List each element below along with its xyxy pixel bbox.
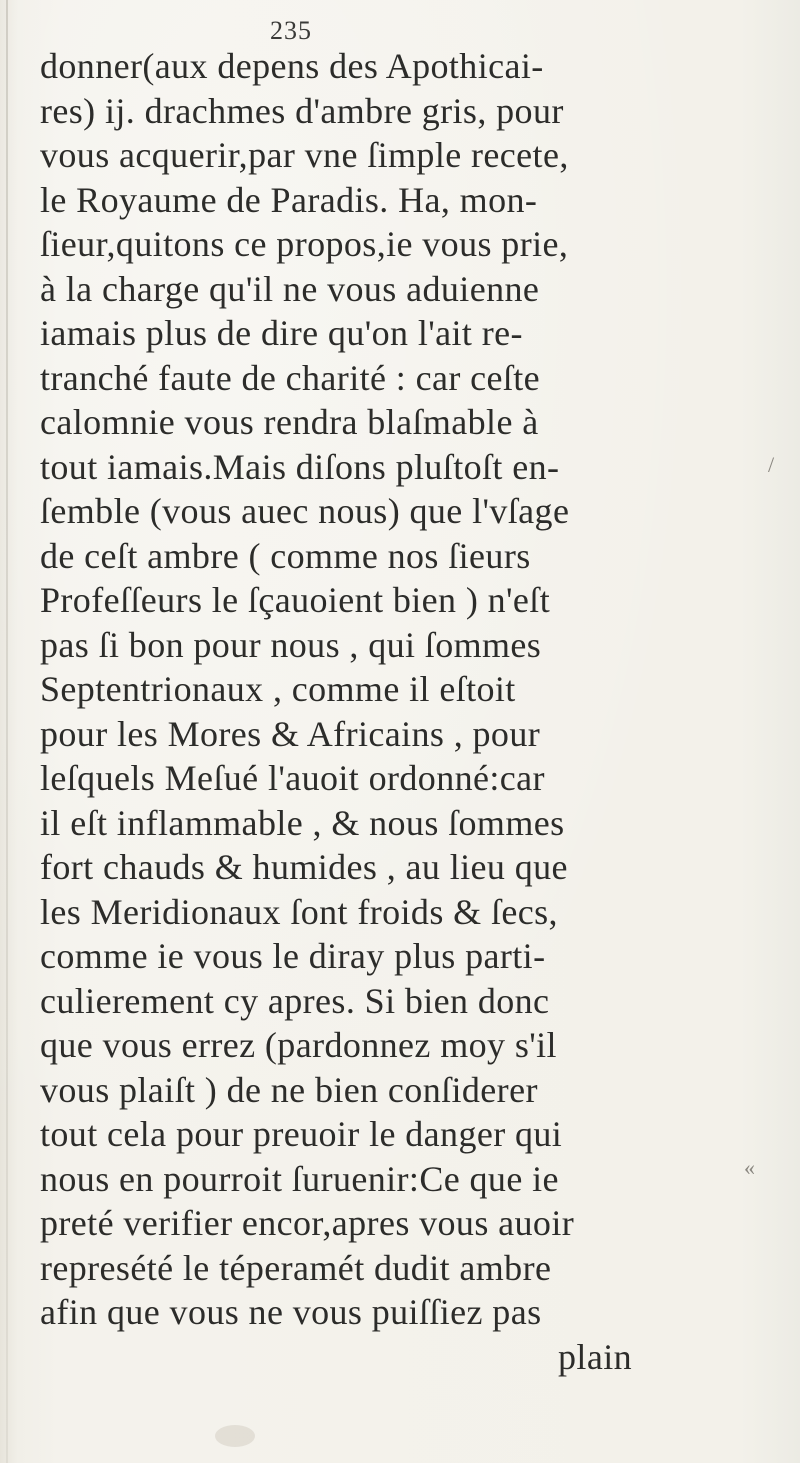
margin-mark: / [768,452,775,477]
text-line: ſieur,quitons ce propos,ie vous prie, [40,224,569,264]
text-line: il eſt inflammable , & nous ſommes [40,802,565,843]
text-line: calomnie vous rendra blaſmable à [40,402,539,442]
text-line: fort chauds & humides , au lieu que [40,847,568,887]
text-line: preté verifier encor,apres vous auoir [40,1203,575,1243]
text-line: Septentrionaux , comme il eſtoit [40,669,516,709]
text-line: leſquels Meſué l'auoit ordonné:car [40,758,545,798]
text-line: pas ſi bon pour nous , qui ſommes [40,624,542,665]
text-line: ſemble (vous auec nous) que l'vſage [40,491,570,531]
text-line: à la charge qu'il ne vous aduienne [40,268,540,309]
text-line: que vous errez (pardonnez moy s'il [40,1025,557,1065]
text-line: tranché faute de charité : car ceſte [40,357,541,398]
text-line: culierement cy apres. Si bien donc [40,980,550,1021]
text-line: pour les Mores & Africains , pour [40,713,541,754]
text-line: tout cela pour preuoir le danger qui [40,1114,563,1154]
catchword: plain [558,1336,632,1377]
text-line: le Royaume de Paradis. Ha, mon- [40,179,538,220]
text-line: les Meridionaux ſont froids & ſecs, [40,891,558,932]
text-line: iamais plus de dire qu'on l'ait re- [40,313,523,353]
text-line: represété le téperamét dudit ambre [40,1247,552,1288]
text-line: vous plaiſt ) de ne bien conſiderer [40,1069,538,1110]
text-line: comme ie vous le diray plus parti- [40,936,546,976]
text-line: nous en pourroit ſuruenir:Ce que ie [40,1158,559,1199]
body-text [40,44,780,1379]
text-line: tout iamais.Mais diſons pluſtoſt en- [40,446,560,487]
text-line: afin que vous ne vous puiſſiez pas [40,1292,542,1332]
text-line: Profeſſeurs le ſçauoient bien ) n'eſt [40,580,551,620]
text-line: res) ij. drachmes d'ambre gris, pour [40,90,564,131]
margin-mark: « [744,1155,755,1180]
page-gutter-shadow [6,0,8,1463]
text-line: vous acquerir,par vne ſimple recete, [40,135,569,175]
text-line: de ceſt ambre ( comme nos ſieurs [40,535,531,576]
text-line: donner(aux depens des Apothicai- [40,46,544,86]
ink-smudge [215,1425,255,1447]
page-number: 235 [270,16,312,45]
